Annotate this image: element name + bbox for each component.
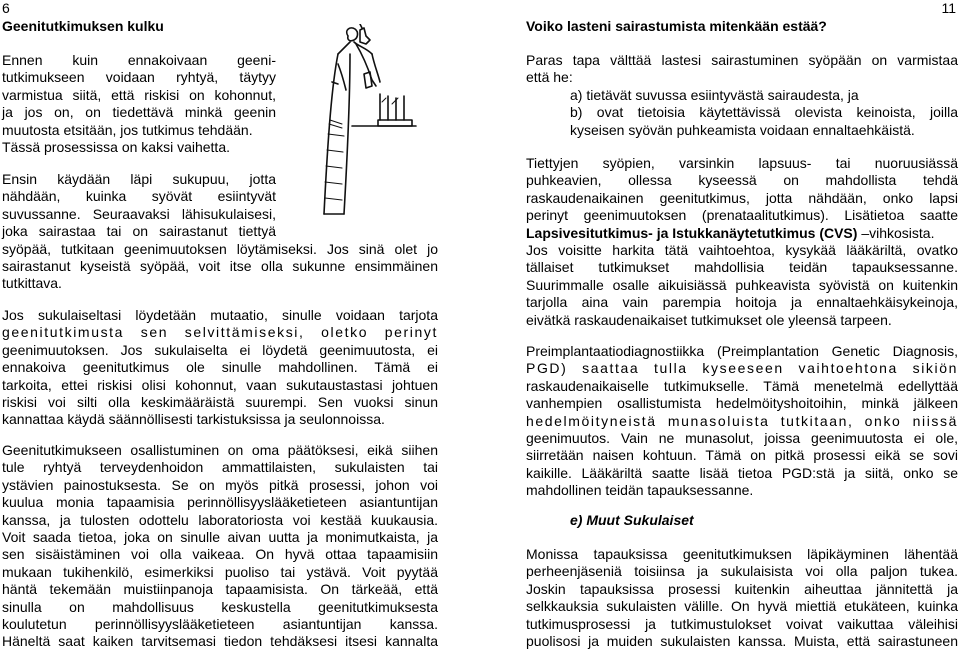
text-line: että he: — [526, 69, 573, 86]
text-line: puhkeavien, ollessa kyseessä on mahdollista tehdä — [526, 172, 958, 189]
subheading-relatives — [526, 512, 958, 529]
decision-paragraph — [2, 442, 438, 651]
page-number-right: 11 — [941, 0, 956, 16]
text-line: tule ryhtyä terveydenhoidon ammattilaisten, sukulaisten tai — [2, 459, 438, 476]
page-number-left: 6 — [2, 0, 10, 16]
text-line: ystävien painostuksesta. Se on myös pitkä prosessi, johon voi — [2, 476, 438, 493]
text-line: sinulla on mahdollisuus keskustella geenitutkimuksesta — [2, 598, 438, 615]
text-line: kuulua monia tapaamisia perinnöllisyyslääketieteen asiantuntijan — [2, 494, 438, 511]
text-line: Geenitutkimukseen osallistuminen on oma päätöksesi, eikä siihen — [2, 442, 438, 458]
text-line: tarkoita, ettei riskisi olisi kohonnut, vaan sukutaustastasi johtuen — [2, 376, 438, 393]
prevention-paragraph — [526, 52, 958, 87]
text-line: nähdään, kuinka syövät esiintyvät — [2, 188, 276, 205]
list-item: a) tietävät suvussa esiintyvästä sairaudesta, ja — [570, 86, 859, 103]
text-line: Monissa tapauksissa geenitutkimuksen läpikäyminen lähentää — [526, 546, 958, 562]
text-line: Tiettyjen syöpien, varsinkin lapsuus- tai nuoruusiässä — [526, 155, 958, 171]
text-line: siirretään naisen kohtuun. Tämä on pitkä prosessi eikä se sovi — [526, 447, 958, 464]
scientist-illustration — [292, 24, 440, 224]
text-line: hedelmöityneistä munasoluista tutkitaan, onko niissä — [526, 412, 958, 429]
text-line: tutkimusprosessi ja tutkimustulokset voivat vaikuttaa väleihisi — [526, 615, 958, 632]
text-line: Jos voisitte harkita tätä vaihtoehtoa, kysykää lääkäriltä, ovatko — [526, 241, 958, 258]
text-line: Tässä prosessissa on kaksi vaihetta. — [2, 138, 230, 155]
text-line: sairastanut kyseistä syöpää, voit itse olla sukunne ensimmäinen — [2, 257, 438, 274]
relatives-paragraph — [526, 546, 958, 650]
list-item: b) ovat tietoisia käytettävissä olevista keinoista, joilla — [570, 104, 958, 121]
text-line: PGD) saattaa tulla kyseeseen vaihtoehtona sikiön — [526, 360, 958, 377]
text-line: Voit saada tietoa, joka on sinulle aivan uutta ja monimutkaista, ja — [2, 528, 438, 545]
text-line: perinyt geenimuutoksen (prenataalitutkimus). Lisätietoa saatte — [526, 207, 958, 224]
text-line: tällaiset tutkimukset mahdollisia teidän tapauksessanne. — [526, 259, 958, 276]
mutation-paragraph — [2, 307, 438, 429]
subheading: e) Muut Sukulaiset — [570, 512, 694, 528]
text-line: Suurimmalle osalle aikuisiässä puhkeavista syövistä on kuitenkin — [526, 276, 958, 293]
text-line: varmistua siitä, että riskisi on kohonnut, — [2, 86, 276, 103]
text-line: koulutetun perinnöllisyyslääketieteen asiantuntijan kanssa. — [2, 615, 438, 632]
text-line: geenimuutos. Vain ne munasolut, joissa geenimuutosta ei ole, — [526, 429, 958, 446]
text-line: kanssa, ja tulosten odottelu laboratoriosta voi kestää kuukausia. — [2, 511, 438, 528]
booklet-suffix: –vihkosista. — [861, 224, 935, 241]
text-line: tutkittava. — [2, 275, 62, 292]
text-line: perheenjäseniä toisiinsa ja sukulaisista voi olla paljon tukea. — [526, 563, 958, 580]
pgd-paragraph — [526, 343, 958, 500]
text-line: kaikille. Lääkäriltä saatte lisää tietoa PGD:stä ja siitä, onko se — [526, 464, 958, 481]
text-line: muutosta etsitään, jos tutkimus tehdään. — [2, 121, 253, 138]
prenatal-paragraph — [526, 155, 958, 329]
text-line: mahdollinen teidän tapauksessanne. — [526, 482, 754, 499]
text-line: joka sairastaa tai on sairastanut tiettyä — [2, 223, 276, 240]
prevention-list — [526, 87, 958, 139]
text-line: geenitutkimusta sen selvittämiseksi, oletko perinyt — [2, 324, 438, 341]
text-line: eivätkä raskaudenaikaiset tutkimukset ole yleensä tarpeen. — [526, 311, 892, 328]
section-heading-right: Voiko lasteni sairastumista mitenkään estää? — [526, 18, 827, 34]
text-line: geenimuutoksen. Jos sukulaiselta ei löydetä geenimuutosta, ei — [2, 341, 438, 358]
text-line: mukaan tukihenkilö, esimerkiksi puoliso tai ystävä. Voit pyytää — [2, 563, 438, 580]
text-line: tarjolla aina vain parempia hoitoja ja ennaltaehkäisykeinoja, — [526, 294, 958, 311]
text-line: kannattaa käydä säännöllisesti tarkistuksissa ja seulonnoissa. — [2, 411, 385, 428]
intro-paragraph — [2, 52, 276, 156]
text-line: Häneltä saat kaiken tarvitsemasi tiedon tehdäksesi itsesi kannalta — [2, 633, 438, 650]
text-line: raskaudenaikaiselle tutkimukselle. Tämä menetelmä edellyttää — [526, 377, 958, 394]
text-line: Preimplantaatiodiagnostiikka (Preimplantation Genetic Diagnosis, — [526, 343, 958, 359]
booklet-title: Lapsivesitutkimus- ja Istukkanäytetutkimus (CVS) — [526, 224, 858, 241]
text-line: tutkimukseen voidaan ryhtyä, täytyy — [2, 69, 276, 86]
text-line: vanhempien osallistumista hedelmöityshoitoihin, minkä jälkeen — [526, 395, 958, 412]
text-line: syöpää, tutkitaan geenimuutoksen löytämiseksi. Jos sinä olet jo — [2, 240, 438, 257]
steps-paragraph-wrapped — [2, 171, 276, 241]
text-line: ennakoiva geenitutkimus ole sinulle mahdollinen. Tämä ei — [2, 359, 438, 376]
text-line: Jos sukulaiseltasi löydetään mutaatio, sinulle voidaan tarjota — [2, 307, 438, 323]
text-line: Joskin tapauksissa prosessi kuitenkin aiheuttaa jännitettä ja — [526, 580, 958, 597]
text-line: Paras tapa välttää lastesi sairastuminen syöpään on varmistaa — [526, 52, 958, 68]
text-line: Ennen kuin ennakoivaan geeni- — [2, 52, 276, 68]
text-line: raskaudenaikainen geenitutkimus, jotta nähdään, onko lapsi — [526, 189, 958, 206]
text-line: puolisosi ja muiden sukulaisten kanssa. Muista, että sairastuneen — [526, 632, 958, 649]
text-line — [526, 225, 958, 242]
text-line: häntä tekemään muistiinpanoja tapaamisista. On tärkeää, että — [2, 581, 438, 598]
text-line: ja jos on, on tiedettävä minkä geenin — [2, 104, 276, 121]
text-line: selkkauksia sukulaisten välille. On hyvä miettiä etukäteen, kuinka — [526, 598, 958, 615]
section-heading-left: Geenitutkimuksen kulku — [2, 18, 164, 34]
text-line: riskisi voi silti olla keskimääräistä suurempi. Sen vuoksi sinun — [2, 393, 438, 410]
text-line: suvussanne. Seuraavaksi lähisukulaisesi, — [2, 205, 276, 222]
text-line: Ensin käydään läpi sukupuu, jotta — [2, 171, 276, 187]
text-line: sen sisäistäminen voi olla vaikeaa. On hyvä ottaa tapaamisiin — [2, 546, 438, 563]
list-item: kyseisen syövän puhkeamista voidaan ennaltaehkäistä. — [570, 121, 915, 138]
steps-paragraph-full — [2, 241, 438, 293]
